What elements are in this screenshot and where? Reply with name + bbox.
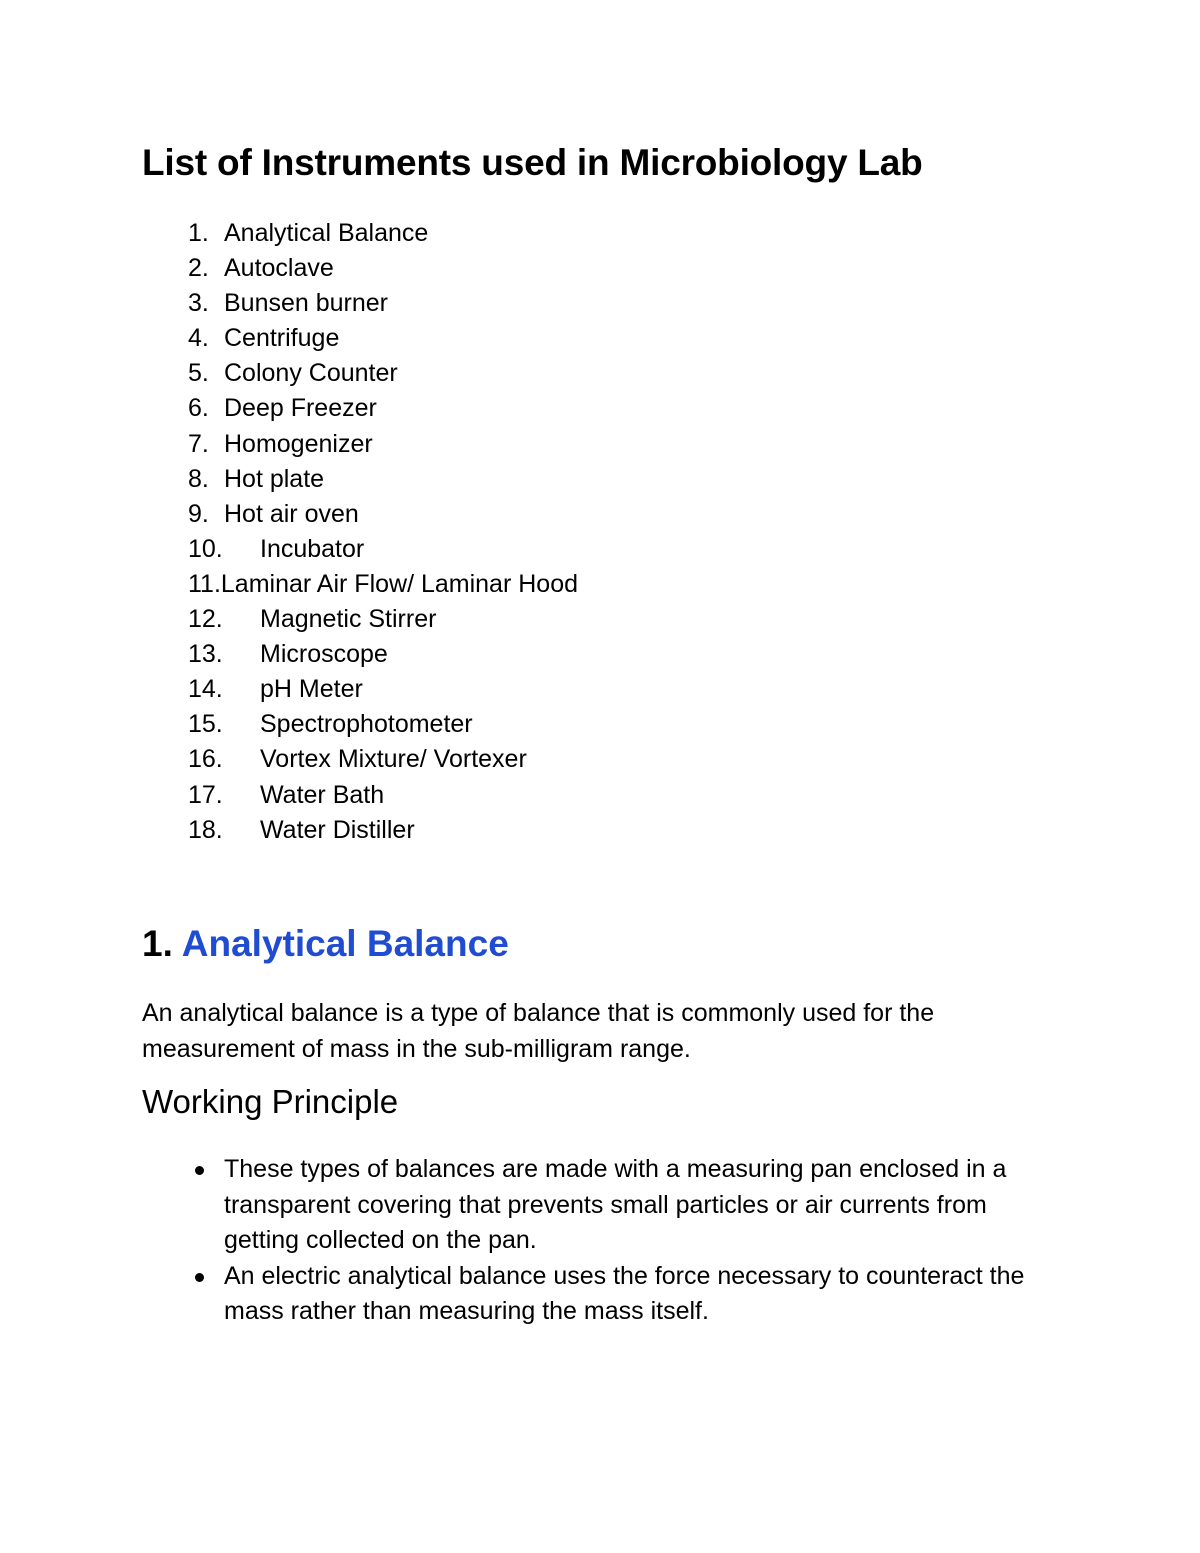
section-number: 1.: [142, 923, 173, 964]
list-item-number: 4.: [188, 324, 209, 353]
list-item: [188, 427, 578, 462]
list-item-number: 6.: [188, 394, 209, 423]
list-item-label: Bunsen burner: [224, 289, 389, 318]
list-item-label: Spectrophotometer: [260, 710, 473, 739]
list-item-number: 2.: [188, 254, 209, 283]
list-item: [188, 742, 578, 777]
list-item-number: 9.: [188, 499, 209, 528]
bullet-item: [188, 1259, 1068, 1330]
list-item: [188, 532, 578, 567]
list-item: [188, 356, 578, 391]
list-item-number: 5.: [188, 359, 209, 388]
list-item-number: 11.: [188, 569, 221, 598]
list-item: [188, 497, 578, 532]
list-item-label: Autoclave: [224, 254, 334, 283]
list-item: [188, 251, 578, 286]
page-title: List of Instruments used in Microbiology Lab: [142, 142, 923, 183]
list-item-number: 13.: [188, 640, 223, 669]
list-item-label: Analytical Balance: [224, 219, 429, 247]
list-item-number: 8.: [188, 464, 209, 493]
bullet-text: These types of balances are made with a measuring pan enclosed in a transparent covering that prevents small particles or air currents from getting collected on the pan.: [224, 1155, 1007, 1254]
bullet-text: An electric analytical balance uses the force necessary to counteract the mass rather than measuring the mass itself.: [224, 1261, 1025, 1325]
list-item: [188, 602, 578, 637]
list-item-number: 1.: [188, 219, 209, 247]
list-item-label: Homogenizer: [224, 429, 373, 458]
list-item: [188, 707, 578, 742]
list-item-number: 10.: [188, 534, 223, 563]
list-item-number: 15.: [188, 710, 223, 739]
list-item-label: Laminar Air Flow/ Laminar Hood: [220, 569, 578, 598]
list-item-label: Magnetic Stirrer: [260, 605, 437, 634]
bullet-item: [188, 1152, 1068, 1259]
bullet-icon: [195, 1273, 204, 1282]
list-item-number: 12.: [188, 605, 223, 634]
list-item-label: Microscope: [260, 640, 388, 669]
list-item-label: Hot air oven: [224, 499, 359, 528]
section-title: Analytical Balance: [181, 923, 509, 964]
list-item: [188, 286, 578, 321]
list-item: [188, 778, 578, 813]
list-item: [188, 567, 578, 602]
list-item: [188, 216, 578, 251]
list-item-number: 18.: [188, 815, 223, 844]
list-item-label: Hot plate: [224, 464, 325, 493]
section-heading: [142, 920, 509, 968]
list-item-label: Incubator: [260, 534, 365, 563]
list-item-label: Vortex Mixture/ Vortexer: [260, 745, 527, 774]
list-item-label: Deep Freezer: [224, 394, 377, 423]
list-item-label: Centrifuge: [224, 324, 340, 353]
bullet-list: [188, 1152, 1068, 1330]
list-item: [188, 462, 578, 497]
list-item-number: 7.: [188, 429, 209, 458]
instrument-list: [188, 216, 578, 848]
list-item: [188, 672, 578, 707]
list-item-number: 3.: [188, 289, 209, 318]
list-item: [188, 321, 578, 356]
list-item-label: Water Distiller: [260, 815, 415, 844]
section-description: An analytical balance is a type of balance that is commonly used for the measurement of mass in the sub-milligram range.: [142, 999, 935, 1063]
bullet-icon: [195, 1166, 204, 1175]
list-item: [188, 391, 578, 426]
list-item-label: Water Bath: [260, 780, 385, 809]
list-item-number: 16.: [188, 745, 223, 774]
list-item-number: 14.: [188, 675, 223, 704]
list-item-label: pH Meter: [260, 675, 363, 704]
subheading: Working Principle: [142, 1083, 399, 1120]
list-item: [188, 813, 578, 848]
list-item-number: 17.: [188, 780, 223, 809]
list-item-label: Colony Counter: [224, 359, 398, 388]
list-item: [188, 637, 578, 672]
